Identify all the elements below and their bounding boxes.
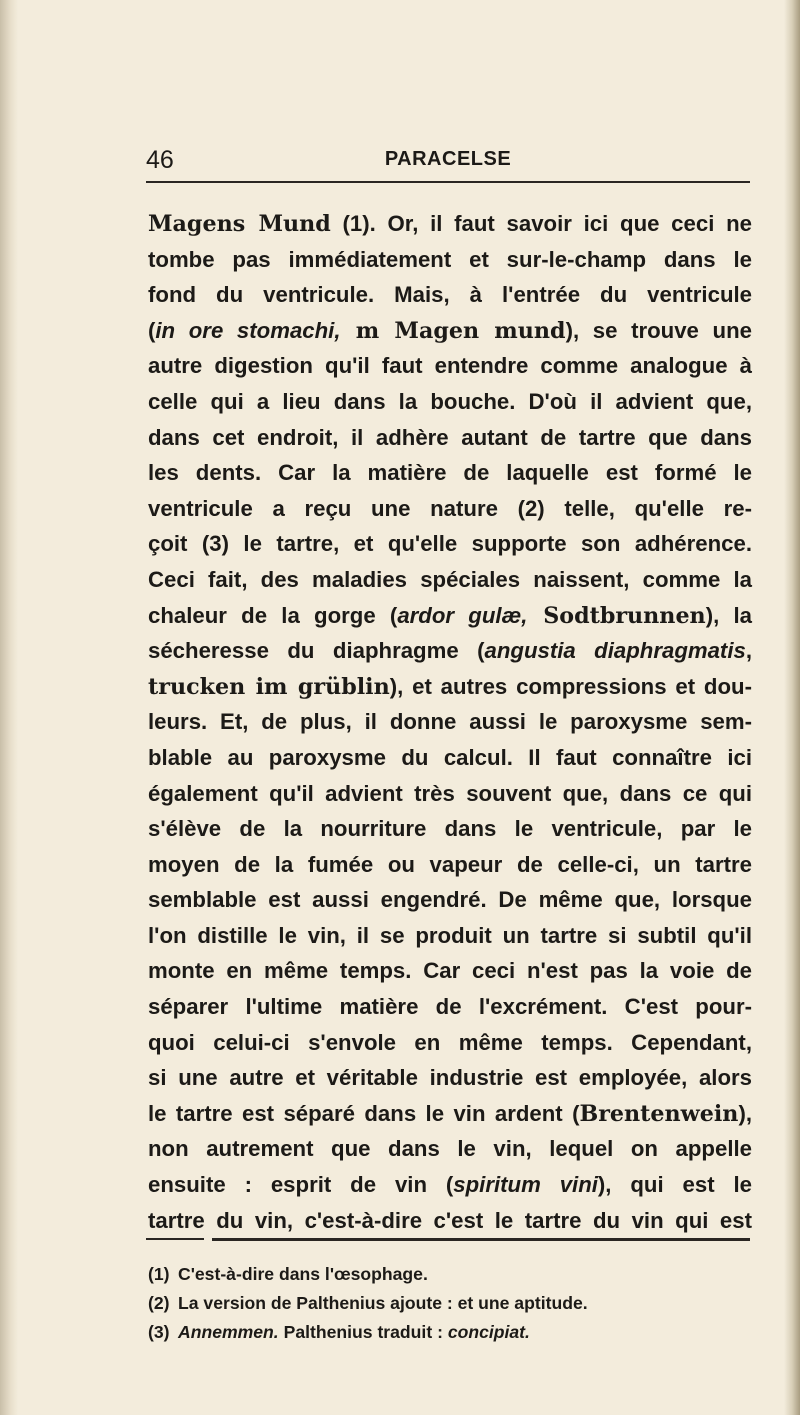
footnote-rule-short [146, 1238, 204, 1240]
text-line: tombe pas immédiatement et sur-le-champ dans le [148, 246, 752, 272]
footnote: (1) C'est-à-dire dans l'œsophage. [148, 1260, 752, 1289]
text-line: blable au paroxysme du calcul. Il faut connaître ici [148, 744, 752, 770]
text-line: Ceci fait, des maladies spéciales naissent, comme la [148, 566, 752, 592]
text-line: l'on distille le vin, il se produit un tartre si subtil qu'il [148, 922, 752, 948]
text-line: sécheresse du diaphragme (angustia diaphragmatis, [148, 638, 752, 664]
text-line: tartre du vin, c'est-à-dire c'est le tartre du vin qui est [148, 1207, 752, 1233]
footnote: (3) Annemmen. Palthenius traduit : concipiat. [148, 1318, 752, 1347]
footnote-rule-long [212, 1238, 750, 1241]
page-header [146, 140, 750, 180]
footnote-number: (1) [148, 1264, 170, 1284]
german-term: Brentenwein [579, 1100, 739, 1127]
text-line: quoi celui-ci s'envole en même temps. Cependant, [148, 1029, 752, 1055]
german-term: Sodtbrunnen [527, 602, 706, 629]
latin-term: angustia diaphragmatis [484, 638, 746, 664]
page-edge-left [0, 0, 18, 1415]
page-edge-right [784, 0, 800, 1415]
text-line: non autrement que dans le vin, lequel on appelle [148, 1136, 752, 1162]
german-term: m Magen mund [340, 317, 566, 344]
text-line: les dents. Car la matière de laquelle est formé le [148, 460, 752, 486]
text-line: dans cet endroit, il adhère autant de tartre que dans [148, 424, 752, 450]
german-term: trucken im grüblin [148, 673, 390, 700]
text-line: autre digestion qu'il faut entendre comme analogue à [148, 353, 752, 379]
text-line: celle qui a lieu dans la bouche. D'où il advient que, [148, 388, 752, 414]
text-line: moyen de la fumée ou vapeur de celle-ci, un tartre [148, 851, 752, 877]
text-line: le tartre est séparé dans le vin ardent (Brentenwein), [148, 1100, 752, 1127]
text-line: leurs. Et, de plus, il donne aussi le paroxysme sem- [148, 709, 752, 735]
text-line: chaleur de la gorge (ardor gulæ, Sodtbrunnen), la [148, 602, 753, 629]
latin-term: spiritum vini [453, 1172, 598, 1198]
text-line: semblable est aussi engendré. De même que, lorsque [148, 887, 752, 913]
page-number: 46 [146, 146, 174, 174]
footnotes [148, 1260, 752, 1347]
footnote: (2) La version de Palthenius ajoute : et une aptitude. [148, 1289, 752, 1318]
text-line: ensuite : esprit de vin (spiritum vini), qui est le [148, 1172, 752, 1198]
latin-term: ardor gulæ, [397, 602, 528, 628]
running-head: PARACELSE [384, 148, 512, 170]
text-line: fond du ventricule. Mais, à l'entrée du ventricule [148, 282, 752, 308]
text-line: trucken im grüblin), et autres compressions et dou- [148, 673, 752, 700]
main-text [148, 206, 752, 1238]
text-line: ventricule a reçu une nature (2) telle, qu'elle re- [148, 495, 752, 521]
text-line: s'élève de la nourriture dans le ventricule, par le [148, 816, 752, 842]
footnote-number: (2) [148, 1293, 170, 1313]
text-line: çoit (3) le tartre, et qu'elle supporte son adhérence. [148, 531, 752, 557]
text-line: si une autre et véritable industrie est employée, alors [148, 1065, 752, 1091]
text-line: (in ore stomachi, m Magen mund), se trouve une [148, 317, 752, 344]
text-line: séparer l'ultime matière de l'excrément. C'est pour- [148, 994, 752, 1020]
text-line: Magens Mund (1). Or, il faut savoir ici que ceci ne [148, 211, 752, 237]
footnote-number: (3) [148, 1322, 170, 1342]
text-line: monte en même temps. Car ceci n'est pas la voie de [148, 958, 752, 984]
header-rule [146, 181, 750, 183]
text-line: également qu'il advient très souvent que, dans ce qui [148, 780, 752, 806]
german-term: Magens Mund [148, 211, 331, 237]
latin-term: in ore stomachi, [155, 317, 341, 343]
footnote-separator [146, 1236, 750, 1242]
